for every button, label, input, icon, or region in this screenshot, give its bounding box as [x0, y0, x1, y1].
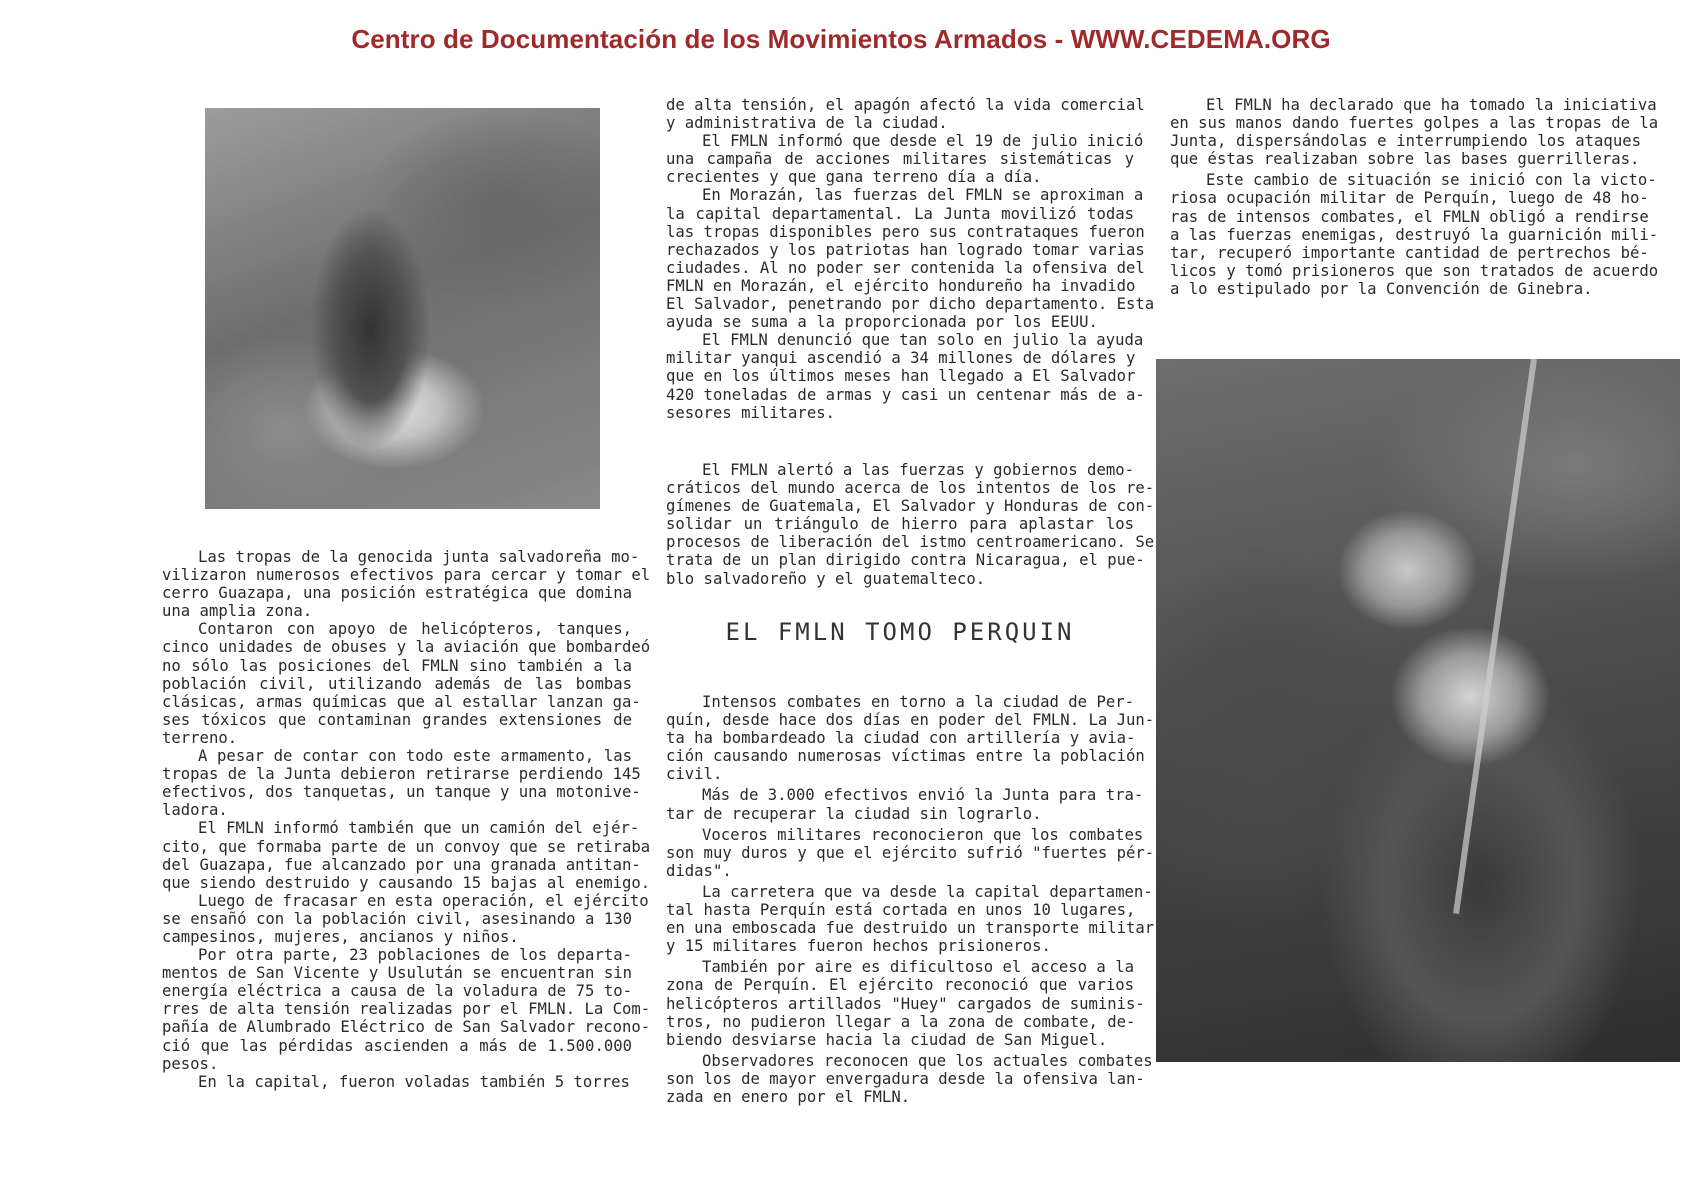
photo-guerrilla-group [1156, 359, 1680, 1062]
article-column-2-bottom [666, 693, 1155, 1106]
text-line: Voceros militares reconocieron que los combates [702, 825, 1144, 844]
photo-guerrilla-fighter [205, 108, 600, 509]
text-line: El FMLN informó también que un camión del ejér- [198, 819, 640, 838]
text-line: didas". [666, 861, 732, 880]
paragraph [666, 331, 1145, 422]
text-line: pañía de Alumbrado Eléctrico de San Salvador recono- [162, 1018, 651, 1037]
text-line: y 15 militares fueron hechos prisioneros. [666, 937, 1051, 956]
text-line: y administrativa de la ciudad. [666, 114, 948, 133]
text-line: Intensos combates en torno a la ciudad de Per- [702, 693, 1134, 711]
text-line: son muy duros y que el ejército sufrió "fuertes pér- [666, 843, 1155, 862]
article-column-1 [162, 548, 651, 1091]
text-line: población civil, utilizando además de las bombas [162, 674, 632, 693]
text-line: mentos de San Vicente y Usulután se encuentran sin [162, 964, 632, 983]
paragraph [162, 819, 651, 892]
text-line: zona de Perquín. El ejército reconoció que varios [666, 976, 1134, 995]
text-line: de alta tensión, el apagón afectó la vida comercial [666, 96, 1145, 114]
text-line: a lo estipulado por la Convención de Ginebra. [1170, 279, 1593, 298]
text-line: ses tóxicos que contaminan grandes extensiones de [162, 710, 632, 729]
text-line: ras de intensos combates, el FMLN obligó a rendirse [1170, 207, 1649, 226]
text-line: Las tropas de la genocida junta salvadoreña mo- [198, 548, 640, 566]
site-header-banner: Centro de Documentación de los Movimientos Armados - WWW.CEDEMA.ORG [351, 24, 1331, 54]
article-column-3 [1170, 96, 1659, 298]
text-line: La carretera que va desde la capital departamen- [702, 882, 1153, 901]
text-line: tropas de la Junta debieron retirarse perdiendo 145 [162, 765, 641, 784]
text-line: 420 toneladas de armas y casi un centenar más de a- [666, 385, 1145, 404]
text-line: tar de recuperar la ciudad sin lograrlo. [666, 804, 1042, 823]
text-line: tar, recuperó importante cantidad de pertrechos bé- [1170, 243, 1649, 262]
text-line: rres de alta tensión realizadas por el FMLN. La Com- [162, 1000, 651, 1019]
paragraph [162, 1073, 632, 1091]
paragraph [666, 882, 1155, 956]
article-column-2-middle [666, 461, 1155, 588]
paragraph [666, 186, 1155, 332]
text-line: clásicas, armas químicas que al estallar lanzan ga- [162, 692, 641, 711]
text-line: que en los últimos meses han llegado a El Salvador [666, 367, 1136, 386]
text-line: tros, no pudieron llegar a la zona de combate, de- [666, 1012, 1136, 1031]
paragraph [1170, 96, 1659, 169]
paragraph [666, 461, 1155, 588]
text-line: terreno. [162, 728, 238, 747]
text-line: cito, que formaba parte de un convoy que se retiraba [162, 837, 651, 856]
text-line: a las fuerzas enemigas, destruyó la guarnición mili- [1170, 225, 1659, 244]
text-line: ladora. [162, 801, 228, 820]
text-line: Junta, dispersándolas e interrumpiendo los ataques [1170, 132, 1641, 151]
text-line: cerro Guazapa, una posición estratégica que domina [162, 584, 632, 603]
text-line: tal hasta Perquín está cortada en unos 10 lugares, [666, 901, 1136, 920]
text-line: una amplia zona. [162, 602, 313, 621]
text-line: civil. [666, 765, 723, 784]
text-line: crecientes y que gana terreno día a día. [666, 168, 1042, 187]
text-line: en sus manos dando fuertes golpes a las tropas de la [1170, 114, 1659, 133]
text-line: pesos. [162, 1054, 219, 1073]
paragraph [666, 825, 1155, 880]
section-headline: EL FMLN TOMO PERQUIN [725, 618, 1075, 646]
text-line: riosa ocupación militar de Perquín, luego de 48 ho- [1170, 189, 1649, 208]
text-line: cráticos del mundo acerca de los intentos de los re- [666, 479, 1155, 498]
text-line: en una emboscada fue destruido un transporte militar [666, 919, 1155, 938]
text-line: campesinos, mujeres, ancianos y niños. [162, 927, 519, 946]
paragraph [666, 1051, 1153, 1106]
text-line: una campaña de acciones militares sistemáticas y [666, 150, 1134, 169]
text-line: la capital departamental. La Junta movilizó todas [666, 204, 1134, 223]
text-line: energía eléctrica a causa de la voladura de 75 to- [162, 982, 632, 1001]
text-line: También por aire es dificultoso el acceso a la [702, 958, 1134, 977]
text-line: helicópteros artillados "Huey" cargados de suminis- [666, 994, 1145, 1013]
text-line: El FMLN ha declarado que ha tomado la iniciativa [1206, 96, 1657, 114]
text-line: Por otra parte, 23 poblaciones de los departa- [198, 946, 632, 965]
text-line: militar yanqui ascendió a 34 millones de dólares y [666, 349, 1136, 368]
text-line: El Salvador, penetrando por dicho departamento. Esta [666, 295, 1155, 314]
text-line: En Morazán, las fuerzas del FMLN se aproximan a [702, 186, 1144, 205]
text-line: las tropas disponibles pero sus contrataques fueron [666, 222, 1145, 241]
text-line: ta ha bombardeado la ciudad con artillería y avia- [666, 729, 1136, 748]
article-column-2-top [666, 96, 1155, 422]
paragraph [162, 891, 649, 946]
text-line: vilizaron numerosos efectivos para cercar y tomar el [162, 566, 651, 585]
text-line: ción causando numerosas víctimas entre la población [666, 747, 1145, 766]
text-line: A pesar de contar con todo este armamento, las [198, 747, 632, 766]
paragraph [666, 132, 1144, 187]
text-line: gímenes de Guatemala, El Salvador y Honduras de con- [666, 497, 1155, 516]
paragraph [666, 958, 1145, 1049]
paragraph [666, 786, 1144, 823]
text-line: efectivos, dos tanquetas, un tanque y una motonive- [162, 783, 641, 802]
text-line: Este cambio de situación se inició con la victo- [1206, 171, 1657, 190]
text-line: solidar un triángulo de hierro para aplastar los [666, 515, 1134, 534]
paragraph [162, 946, 651, 1073]
text-line: En la capital, fueron voladas también 5 torres [198, 1072, 630, 1091]
text-line: ayuda se suma a la proporcionada por los EEUU. [666, 313, 1098, 332]
text-line: que siendo destruido y causando 15 bajas al enemigo. [162, 873, 651, 892]
text-line: trata de un plan dirigido contra Nicaragua, el pue- [666, 551, 1145, 570]
text-line: biendo desviarse hacia la ciudad de San Miguel. [666, 1030, 1108, 1049]
text-line: ciudades. Al no poder ser contenida la ofensiva del [666, 258, 1145, 277]
text-line: ció que las pérdidas ascienden a más de 1.500.000 [162, 1036, 632, 1055]
paragraph [162, 548, 651, 621]
paragraph [162, 620, 651, 747]
text-line: Observadores reconocen que los actuales combates [702, 1051, 1153, 1070]
text-line: zada en enero por el FMLN. [666, 1087, 911, 1106]
paragraph [666, 693, 1155, 784]
text-line: quín, desde hace dos días en poder del FMLN. La Jun- [666, 711, 1155, 730]
text-line: El FMLN informó que desde el 19 de julio inició [702, 132, 1144, 151]
text-line: El FMLN denunció que tan solo en julio la ayuda [702, 331, 1144, 350]
text-line: rechazados y los patriotas han logrado tomar varias [666, 240, 1145, 259]
text-line: Luego de fracasar en esta operación, el ejército [198, 891, 649, 910]
text-line: se ensañó con la población civil, asesinando a 130 [162, 909, 632, 928]
text-line: Más de 3.000 efectivos envió la Junta para tra- [702, 786, 1144, 805]
text-line: cinco unidades de obuses y la aviación que bombardeó [162, 638, 651, 657]
text-line: blo salvadoreño y el guatemalteco. [666, 569, 986, 588]
paragraph [162, 747, 641, 820]
text-line: licos y tomó prisioneros que son tratados de acuerdo [1170, 261, 1659, 280]
paragraph [1170, 171, 1659, 298]
text-line: del Guazapa, fue alcanzado por una granada antitan- [162, 855, 641, 874]
text-line: son los de mayor envergadura desde la ofensiva lan- [666, 1069, 1145, 1088]
text-line: FMLN en Morazán, el ejército hondureño ha invadido [666, 276, 1136, 295]
paragraph [666, 96, 1145, 133]
text-line: que éstas realizaban sobre las bases guerrilleras. [1170, 150, 1640, 169]
text-line: no sólo las posiciones del FMLN sino también a la [162, 656, 632, 675]
text-line: procesos de liberación del istmo centroamericano. Se [666, 533, 1155, 552]
text-line: Contaron con apoyo de helicópteros, tanques, [198, 620, 632, 639]
text-line: sesores militares. [666, 403, 835, 422]
text-line: El FMLN alertó a las fuerzas y gobiernos demo- [702, 461, 1134, 479]
